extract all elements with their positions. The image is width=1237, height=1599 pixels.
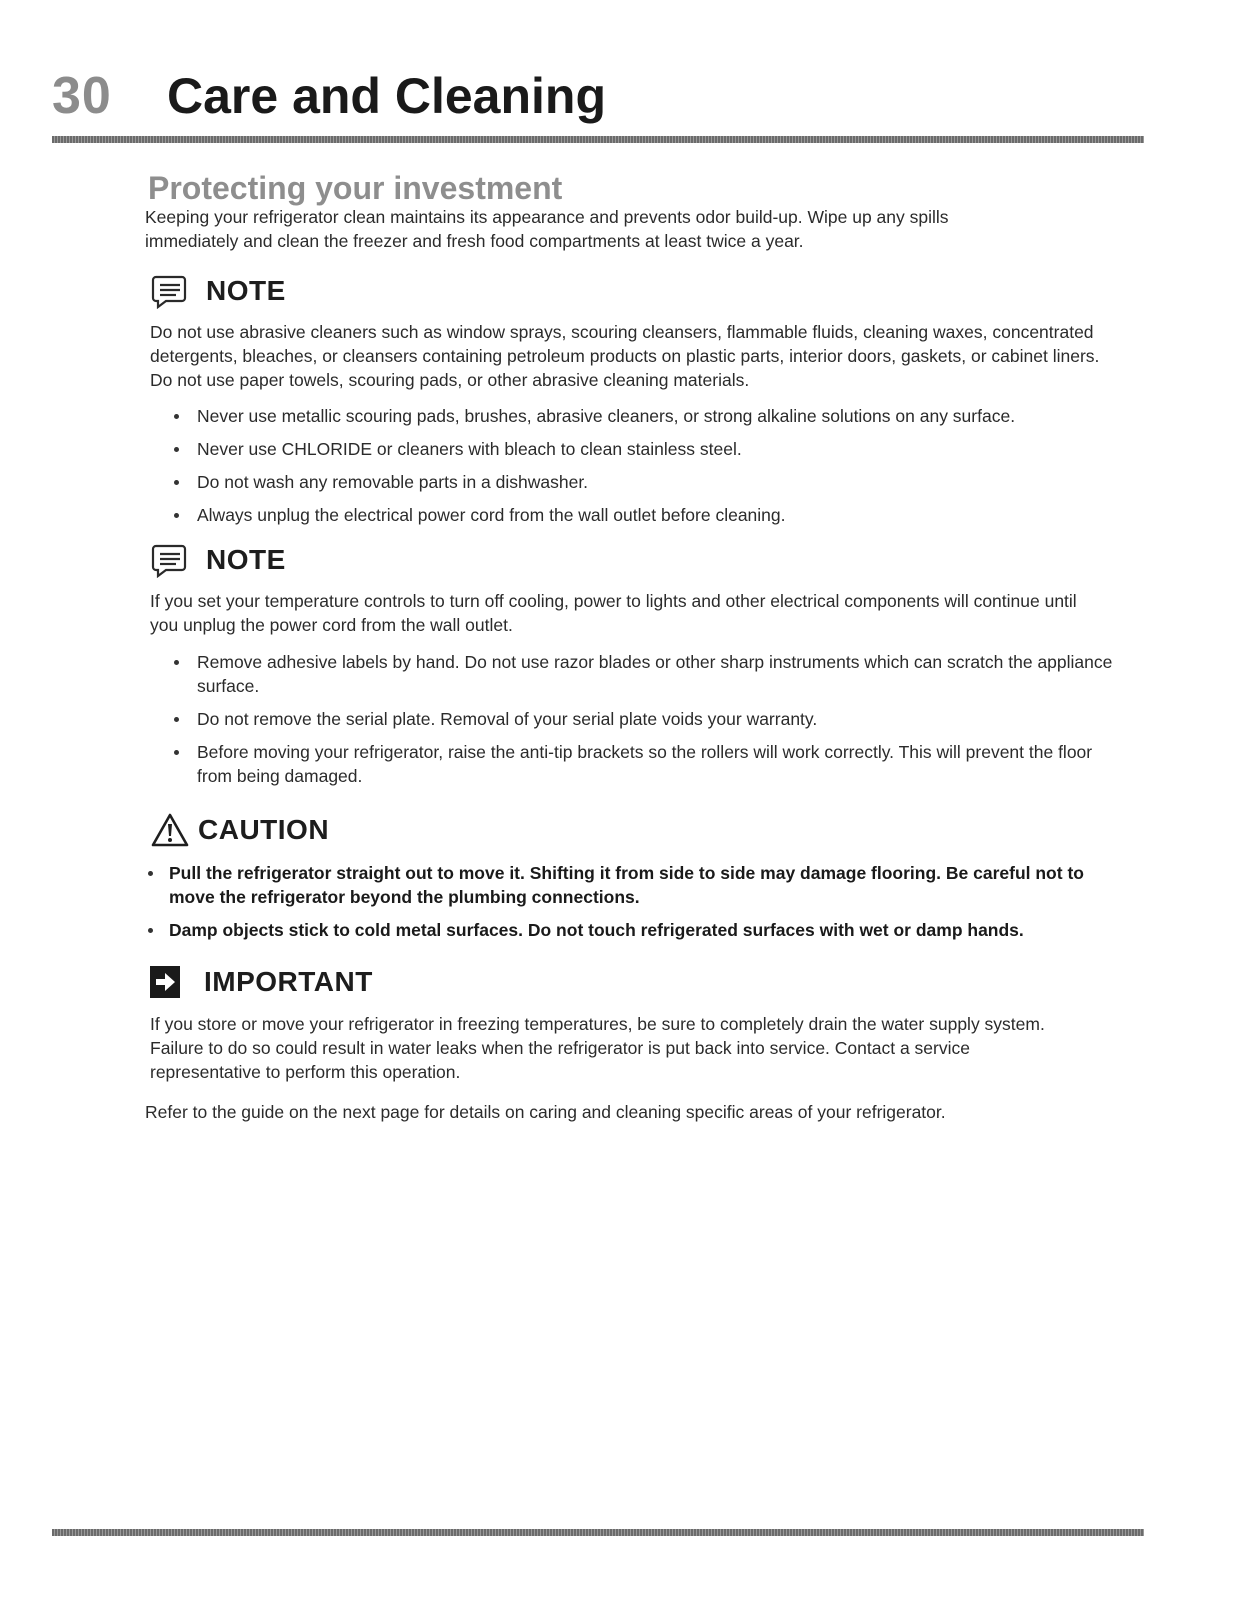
caution-heading [150, 810, 329, 850]
important-text: If you store or move your refrigerator in freezing temperatures, be sure to completely drain the water supply system. Failure to do so could result in water leaks when the refrigerator is put back into service. Contact a service representative to perform this operation. [150, 1014, 1045, 1082]
note-bullet-list [170, 404, 1130, 536]
note-text: Do not use abrasive cleaners such as window sprays, scouring cleansers, flammable fluids, cleaning waxes, concentrated detergents, bleaches, or cleansers containing petroleum products on plastic parts, interior doors, gaskets, or cabinet liners. Do not use paper towels, scouring pads, or other abrasive cleaning materials. [150, 322, 1100, 390]
important-label: IMPORTANT [204, 966, 373, 997]
list-item: Damp objects stick to cold metal surfaces. Do not touch refrigerated surfaces with wet or damp hands. [145, 918, 1130, 942]
list-item: Never use metallic scouring pads, brushes, abrasive cleaners, or strong alkaline solutions on any surface. [170, 404, 1130, 428]
caution-label: CAUTION [198, 814, 330, 845]
list-item: Always unplug the electrical power cord from the wall outlet before cleaning. [170, 503, 1130, 527]
list-item: Before moving your refrigerator, raise the anti-tip brackets so the rollers will work correctly. This will prevent the floor from being damaged. [170, 740, 1130, 788]
closing-text: Refer to the guide on the next page for details on caring and cleaning specific areas of your refrigerator. [145, 1102, 946, 1122]
caution-bullet-list [145, 861, 1130, 951]
note-bullet-list [170, 650, 1130, 797]
note-icon [150, 273, 190, 309]
list-item: Remove adhesive labels by hand. Do not use razor blades or other sharp instruments which can scratch the appliance surface. [170, 650, 1130, 698]
section-title: Protecting your investment [148, 170, 563, 206]
warning-icon [150, 812, 190, 848]
arrow-right-icon [150, 966, 180, 998]
list-item: Pull the refrigerator straight out to move it. Shifting it from side to side may damage flooring. Be careful not to move the refrigerator beyond the plumbing connections. [145, 861, 1130, 909]
note-heading [150, 271, 286, 311]
section-intro: Keeping your refrigerator clean maintains its appearance and prevents odor build-up. Wipe up any spills immediately and clean the freezer and fresh food compartments at least twice a year. [145, 207, 949, 251]
header-divider [52, 136, 1144, 143]
page-number: 30 [52, 67, 112, 125]
footer-divider [52, 1529, 1144, 1536]
list-item: Never use CHLORIDE or cleaners with bleach to clean stainless steel. [170, 437, 1130, 461]
note-heading [150, 540, 286, 580]
note-label: NOTE [206, 544, 286, 575]
list-item: Do not wash any removable parts in a dishwasher. [170, 470, 1130, 494]
list-item: Do not remove the serial plate. Removal of your serial plate voids your warranty. [170, 707, 1130, 731]
important-heading [150, 962, 373, 1002]
page-header [52, 64, 1142, 128]
page-title: Care and Cleaning [167, 68, 606, 124]
note-icon [150, 542, 190, 578]
note-label: NOTE [206, 275, 286, 306]
note-text: If you set your temperature controls to turn off cooling, power to lights and other electrical components will continue until you unplug the power cord from the wall outlet. [150, 591, 1077, 635]
